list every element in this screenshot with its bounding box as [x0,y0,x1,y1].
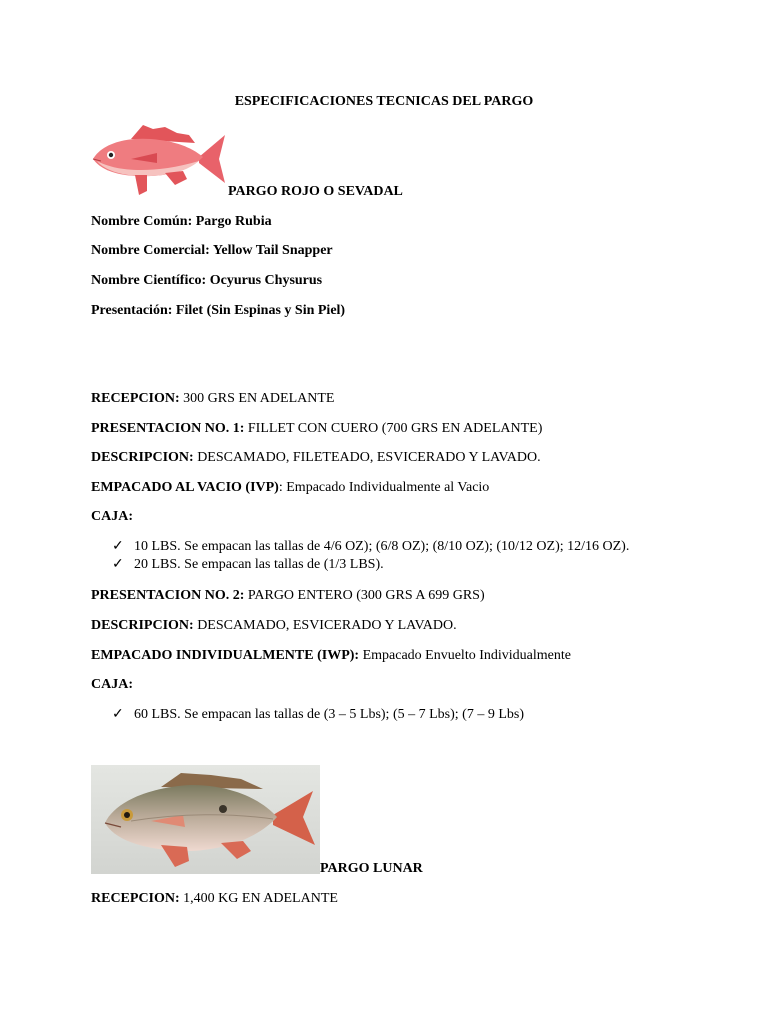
descripcion-2-value: DESCAMADO, ESVICERADO Y LAVADO. [193,618,457,633]
empacado-2-line [91,648,571,664]
recepcion-lunar-label: RECEPCION: [91,891,180,906]
descripcion-1-value: DESCAMADO, FILETEADO, ESVICERADO Y LAVADO. [193,450,541,465]
section-heading-pargo-rojo: PARGO ROJO O SEVADAL [228,184,403,199]
presentacion-1-label: PRESENTACION NO. 1: [91,421,245,436]
caja-2-label: CAJA: [91,677,133,692]
presentacion-1-value: FILLET CON CUERO (700 GRS EN ADELANTE) [244,421,543,436]
presentacion-2-line [91,588,485,604]
empacado-2-label: EMPACADO INDIVIDUALMENTE (IWP): [91,648,360,663]
recepcion-line [91,391,334,407]
mutton-snapper-photo [91,765,320,874]
list-item: ✓ 20 LBS. Se empacan las tallas de (1/3 LBS). [112,557,384,572]
recepcion-lunar-value: 1,400 KG EN ADELANTE [179,891,338,906]
info-nombre-comun: Nombre Común: Pargo Rubia [91,214,272,229]
check-icon: ✓ [112,707,124,722]
list-item: ✓ 10 LBS. Se empacan las tallas de 4/6 OZ); (6/8 OZ); (8/10 OZ); (10/12 OZ); 12/16 OZ). [112,539,630,554]
recepcion-lunar-line [91,891,338,907]
descripcion-2-line [91,618,457,634]
caja-1-label: CAJA: [91,509,133,524]
list-item: ✓ 60 LBS. Se empacan las tallas de (3 – 5 Lbs); (5 – 7 Lbs); (7 – 9 Lbs) [112,707,524,722]
descripcion-1-label: DESCRIPCION: [91,450,194,465]
descripcion-1-line [91,450,541,466]
document-title: ESPECIFICACIONES TECNICAS DEL PARGO [234,94,534,109]
check-icon: ✓ [112,539,124,554]
check-icon: ✓ [112,557,124,572]
empacado-1-label: EMPACADO AL VACIO (IVP) [91,480,279,495]
caja-1-list [112,538,629,574]
empacado-2-value: Empacado Envuelto Individualmente [359,648,571,663]
empacado-1-value: : Empacado Individualmente al Vacio [278,480,490,495]
presentacion-1-line [91,421,542,437]
info-nombre-cientifico: Nombre Científico: Ocyurus Chysurus [91,273,323,288]
info-presentacion: Presentación: Filet (Sin Espinas y Sin Piel) [91,303,346,318]
recepcion-value: 300 GRS EN ADELANTE [179,391,335,406]
recepcion-label: RECEPCION: [91,391,180,406]
presentacion-2-label: PRESENTACION NO. 2: [91,588,245,603]
red-snapper-illustration [91,121,227,197]
caja-2-list [112,706,524,724]
info-nombre-comercial: Nombre Comercial: Yellow Tail Snapper [91,243,333,258]
presentacion-2-value: PARGO ENTERO (300 GRS A 699 GRS) [244,588,485,603]
descripcion-2-label: DESCRIPCION: [91,618,194,633]
empacado-1-line [91,480,489,496]
section-heading-pargo-lunar: PARGO LUNAR [320,861,423,876]
